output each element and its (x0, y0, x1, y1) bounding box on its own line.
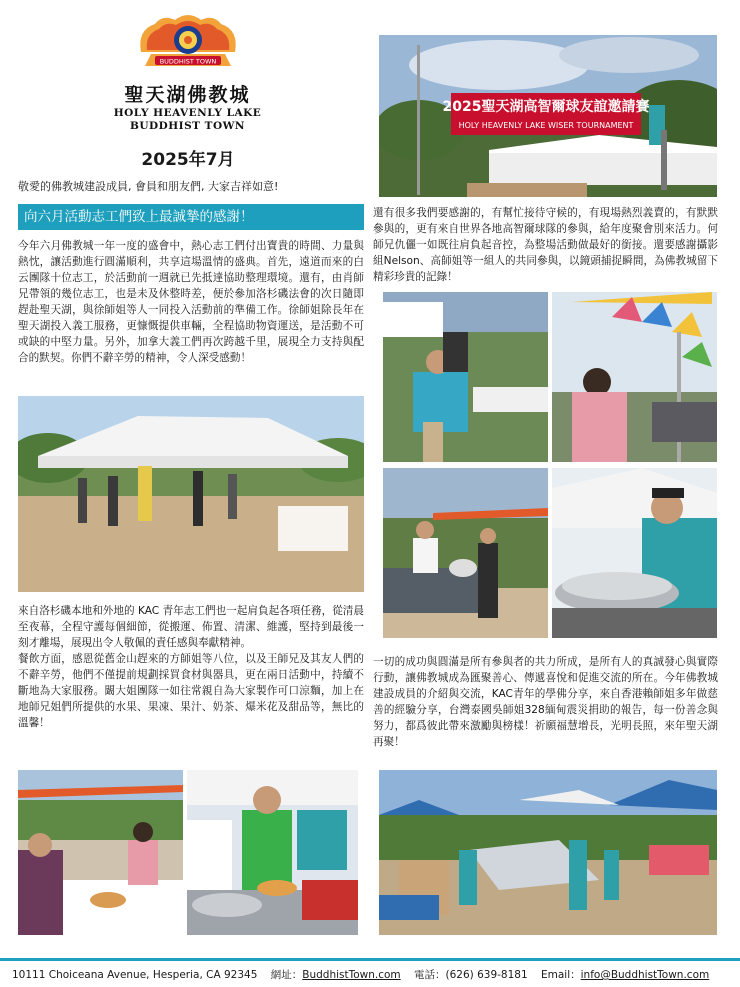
photo-tent-teardown (379, 770, 717, 935)
org-name-en-line2: BUDDHIST TOWN (130, 120, 245, 132)
section-banner: 向六月活動志工們致上最誠摯的感謝！ (18, 204, 364, 230)
photo-food-warmers (552, 468, 717, 638)
newsletter-date: 2025年7月 (141, 150, 235, 170)
paragraph-closing: 一切的成功與圓滿是所有參與者的共力所成，是所有人的真誠發心與實際行動，讓佛教城成為匯聚善心、傳遞喜悅和促進交流的所在。今年佛教城建設成員的介紹與交流，KAC青年的學佛分享，來自香港賴師姐多年做慈善的經驗分享，台灣泰國吳師姐328緬甸震災捐助的報告，每一份善念與努力，都爲彼此帶來激勵與榜樣！祈願福慧增長，光明長照，來年聖天湖再聚！ (373, 656, 718, 748)
footer-divider (0, 958, 740, 961)
paragraph-youth-and-catering (18, 603, 364, 731)
footer-contact (12, 967, 709, 982)
photo-truck-unloading (383, 468, 548, 638)
photo-prayer-flags (552, 292, 717, 462)
footer-phone-label: 電話： (414, 969, 446, 981)
org-name-en-line1: HOLY HEAVENLY LAKE (113, 107, 262, 119)
photo-tent-setup (18, 396, 364, 592)
org-name-zh: 聖天湖佛教城 (124, 84, 251, 106)
footer-website-link[interactable]: BuddhistTown.com (302, 969, 401, 981)
footer-phone: (626) 639-8181 (445, 969, 528, 981)
footer-email-label: Email： (540, 969, 581, 981)
org-logo (105, 10, 270, 130)
footer-website-label: 網址： (270, 969, 303, 981)
paragraph-youth: 來自洛杉磯本地和外地的 KAC 青年志工們也一起肩負起各項任務，從清晨至夜幕，全程守護每個細節，從搬運、佈置、清潔、維護，堅持到最後一刻才離場，展現出令人敬佩的責任感與奉獻精神。 (18, 605, 364, 649)
buddhist-town-emblem (133, 10, 243, 78)
paragraph-volunteers: 今年六月佛教城一年一度的盛會中，熱心志工們付出寶貴的時間、力量與熱忱，讓活動進行圓滿順利，共享這場溫情的盛典。首先，遠道而來的白云團隊十位志工，於活動前一週就已先抵達協助整理環境。還有，由肖師兄帶領的幾位志工，也是未及休整時差，便於參加洛杉磯法會的次日隨即趕赴聖天湖，與徐師姐等人一同投入活動前的準備工作。徐師姐除長年在聖天湖投入義工服務，更慷慨提供車輛，全程協助物資運送，是活動不可或缺的中堅力量。另外，加拿大義工們再次跨越千里，展現全力支持與配合的默契。你們不辭辛勞的精神，令人深受感動！ (18, 240, 364, 364)
tournament-banner-zh: 2025聖天湖高智爾球友誼邀請賽 (442, 99, 650, 115)
photo-kitchen-team (187, 770, 358, 935)
greeting: 敬愛的佛教城建設成員, 會員和朋友們, 大家吉祥如意! (18, 180, 279, 193)
paragraph-thanks: 還有很多我們要感謝的，有幫忙接待守候的，有現場熱烈義賣的，有默默參與的，更有來自世界各地高智爾球隊的參與，給年度聚會別來活力。何師兄仇儷一如既往肩負起音控，為整場活動做最好的銜接。還要感謝攝影組Nelson、高師姐等一組人的共同參與，以鏡頭捕捉瞬間，為佛教城留下精彩珍貴的記錄！ (373, 207, 718, 283)
photo-buffet-line (18, 770, 183, 935)
tournament-banner-en: HOLY HEAVENLY LAKE WISER TOURNAMENT (458, 121, 634, 130)
logo-small-text: BUDDHIST TOWN (159, 57, 216, 66)
photo-tournament-banner (379, 35, 717, 197)
photo-sound-desk (383, 292, 548, 462)
footer-email-link[interactable]: info@BuddhistTown.com (580, 969, 710, 981)
paragraph-catering: 餐飲方面，感恩從舊金山趕來的方師姐等八位，以及王師兄及其友人們的不辭辛勞，他們不僅提前規劃採買食材與器具，更在兩日活動中，持續不斷地為大家服務。闞大姐團隊一如往常親自為大家製作可口涼麵，加上在地師兄姐們所提供的水果、果凍、果汁、奶茶、爆米花及甜品等，無比的溫馨！ (18, 653, 364, 729)
footer-address: 10111 Choiceana Avenue, Hesperia, CA 92345 (12, 969, 258, 981)
